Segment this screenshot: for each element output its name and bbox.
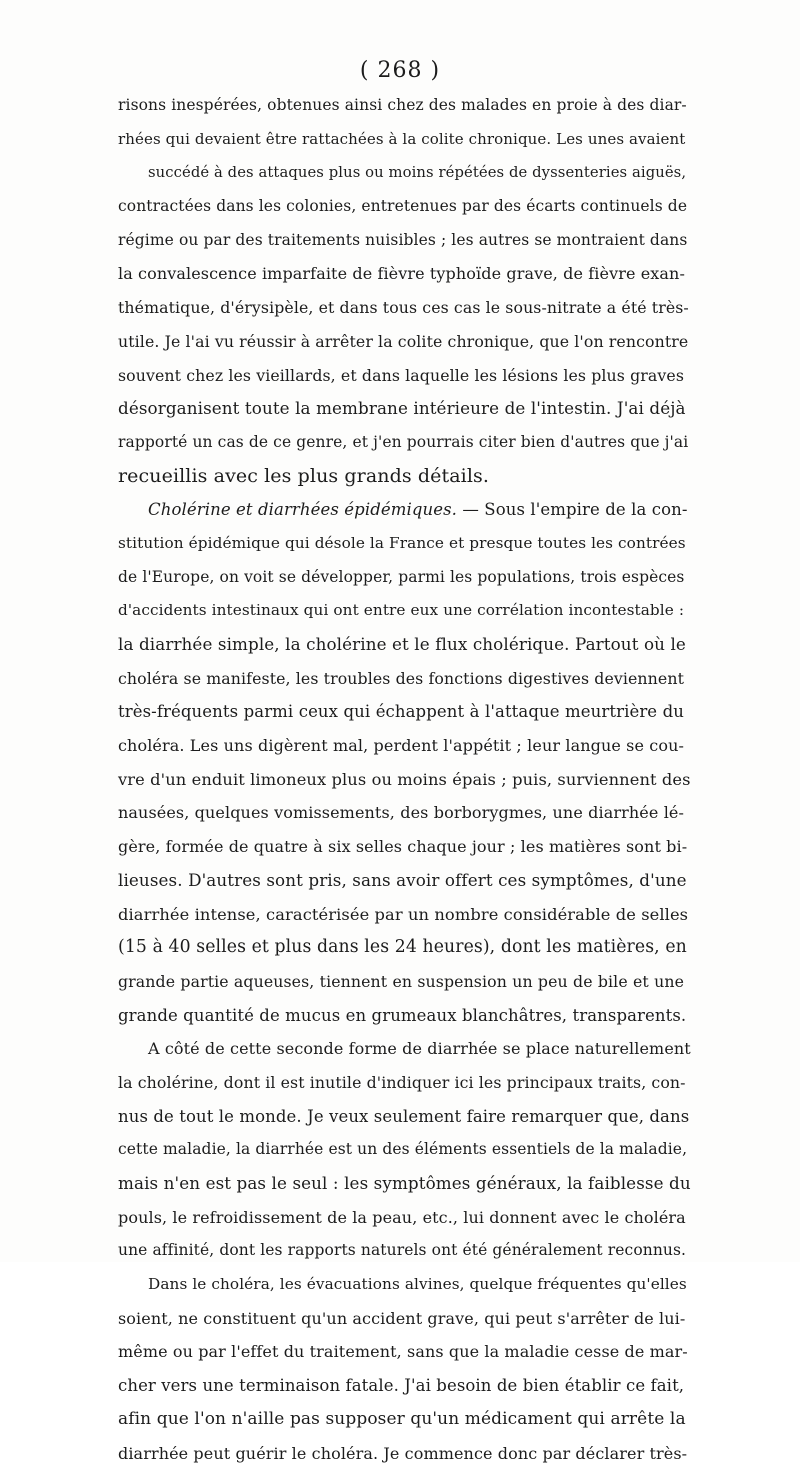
text-line: diarrhée intense, caractérisée par un nombre considérable de selles bbox=[118, 898, 684, 932]
text-line: d'accidents intestinaux qui ont entre eux une corrélation incontestable : bbox=[118, 594, 684, 628]
text-line: même ou par l'effet du traitement, sans que la maladie cesse de mar- bbox=[118, 1335, 684, 1369]
text-line: (15 à 40 selles et plus dans les 24 heures), dont les matières, en bbox=[118, 931, 684, 965]
text-line: stitution épidémique qui désole la France et presque toutes les contrées bbox=[118, 527, 684, 561]
text-line: très-fréquents parmi ceux qui échappent à l'attaque meurtrière du bbox=[118, 695, 684, 729]
text-line: diarrhée peut guérir le choléra. Je commence donc par déclarer très- bbox=[118, 1437, 684, 1470]
text-line: nus de tout le monde. Je veux seulement faire remarquer que, dans bbox=[118, 1100, 684, 1134]
text-line: souvent chez les vieillards, et dans laquelle les lésions les plus graves bbox=[118, 359, 684, 393]
text-line: rapporté un cas de ce genre, et j'en pourrais citer bien d'autres que j'ai bbox=[118, 426, 684, 460]
text-line: grande partie aqueuses, tiennent en suspension un peu de bile et une bbox=[118, 965, 684, 999]
page-number: ( 268 ) bbox=[0, 58, 800, 83]
text-line: gère, formée de quatre à six selles chaque jour ; les matières sont bi- bbox=[118, 830, 684, 864]
text-line: nausées, quelques vomissements, des borborygmes, une diarrhée lé- bbox=[118, 796, 684, 830]
text-line: soient, ne constituent qu'un accident grave, qui peut s'arrêter de lui- bbox=[118, 1302, 684, 1336]
text-line: risons inespérées, obtenues ainsi chez des malades en proie à des diar- bbox=[118, 89, 684, 123]
text-line: Dans le choléra, les évacuations alvines, quelque fréquentes qu'elles bbox=[118, 1268, 684, 1302]
text-line: vre d'un enduit limoneux plus ou moins épais ; puis, surviennent des bbox=[118, 763, 684, 797]
text-line: la cholérine, dont il est inutile d'indiquer ici les principaux traits, con- bbox=[118, 1066, 684, 1100]
text-line: grande quantité de mucus en grumeaux blanchâtres, transparents. bbox=[118, 999, 684, 1033]
text-line: régime ou par des traitements nuisibles ; les autres se montraient dans bbox=[118, 224, 684, 258]
text-line: cette maladie, la diarrhée est un des éléments essentiels de la maladie, bbox=[118, 1133, 684, 1167]
text-line: choléra se manifeste, les troubles des fonctions digestives deviennent bbox=[118, 662, 684, 696]
text-line: désorganisent toute la membrane intérieure de l'intestin. J'ai déjà bbox=[118, 392, 684, 426]
text-line: la diarrhée simple, la cholérine et le flux cholérique. Partout où le bbox=[118, 628, 684, 662]
text-line: A côté de cette seconde forme de diarrhée se place naturellement bbox=[118, 1032, 684, 1066]
text-line: pouls, le refroidissement de la peau, etc., lui donnent avec le choléra bbox=[118, 1201, 684, 1235]
section-heading: Cholérine et diarrhées épidémiques. bbox=[148, 500, 457, 519]
text-line: lieuses. D'autres sont pris, sans avoir offert ces symptômes, d'une bbox=[118, 864, 684, 898]
text-line: succédé à des attaques plus ou moins répétées de dyssenteries aiguës, bbox=[118, 156, 684, 190]
section-heading-line bbox=[118, 493, 684, 527]
text-line: la convalescence imparfaite de fièvre typhoïde grave, de fièvre exan- bbox=[118, 257, 684, 291]
text-line: cher vers une terminaison fatale. J'ai besoin de bien établir ce fait, bbox=[118, 1369, 684, 1403]
text-line: mais n'en est pas le seul : les symptômes généraux, la faiblesse du bbox=[118, 1167, 684, 1201]
text-line: recueillis avec les plus grands détails. bbox=[118, 460, 684, 494]
text-line: de l'Europe, on voit se développer, parmi les populations, trois espèces bbox=[118, 561, 684, 595]
text-line: contractées dans les colonies, entretenues par des écarts continuels de bbox=[118, 190, 684, 224]
text-line: choléra. Les uns digèrent mal, perdent l'appétit ; leur langue se cou- bbox=[118, 729, 684, 763]
text-line: thématique, d'érysipèle, et dans tous ces cas le sous-nitrate a été très- bbox=[118, 291, 684, 325]
text-line: une affinité, dont les rapports naturels ont été généralement reconnus. bbox=[118, 1234, 684, 1268]
body-text bbox=[118, 89, 684, 1470]
text-line: afin que l'on n'aille pas supposer qu'un médicament qui arrête la bbox=[118, 1403, 684, 1437]
heading-line-text: — Sous l'empire de la con- bbox=[457, 500, 688, 519]
text-line: utile. Je l'ai vu réussir à arrêter la colite chronique, que l'on rencontre bbox=[118, 325, 684, 359]
text-line: rhées qui devaient être rattachées à la colite chronique. Les unes avaient bbox=[118, 123, 684, 157]
